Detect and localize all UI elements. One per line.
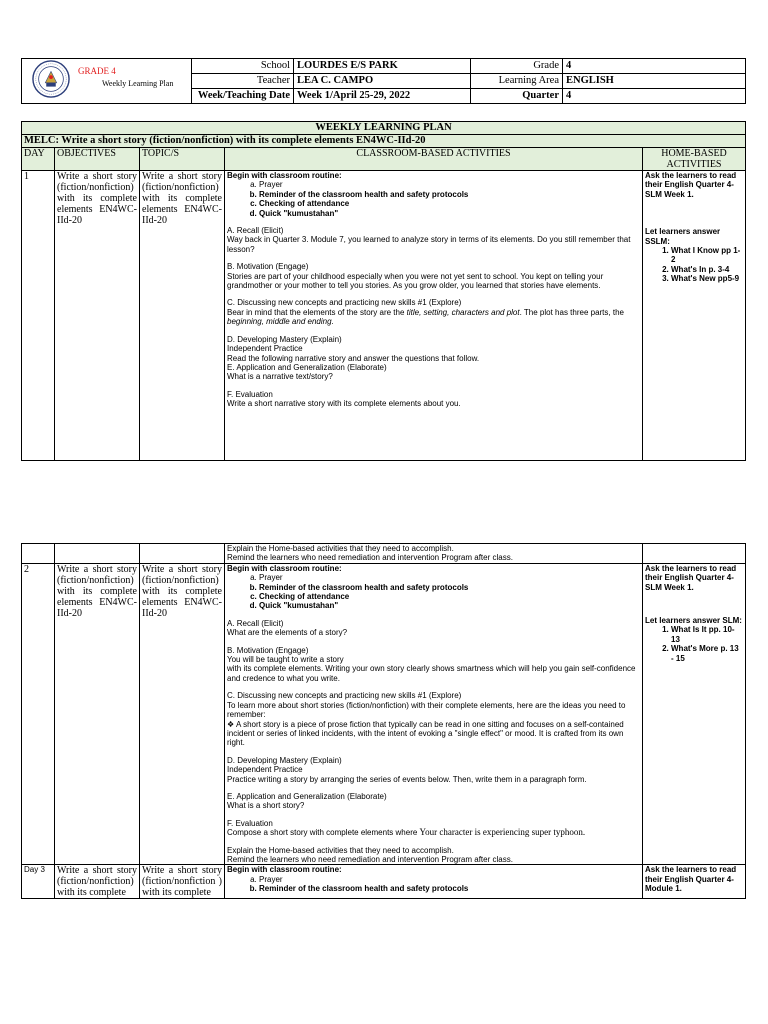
day2-home-answer: Let learners answer SLM: [645,616,742,626]
day3-routine-list [227,875,640,894]
day3-topic: Write a short story (fiction/nonfiction ) with its complete [140,865,225,899]
logo-cell [22,59,192,104]
day2-c-text: To learn more about short stories (fiction/nonfiction) with their complete elements, here are the ideas you need to remember: [227,700,626,720]
day2-number: 2 [22,563,55,865]
grade-value: 4 [563,59,746,74]
day3-activities [225,865,643,899]
list-item: d. Quick "kumustahan" [259,209,640,218]
day3-routine-title: Begin with classroom routine: [227,865,342,875]
list-item: 2. What's More p. 13 - 15 [671,644,743,663]
day1-e-title: E. Application and Generalization (Elaborate) [227,362,387,372]
day2-d-text: Practice writing a story by arranging the series of events below. Then, write them in a paragraph form. [227,774,587,784]
day1-row [22,171,746,461]
day2-e-title: E. Application and Generalization (Elaborate) [227,791,387,801]
page2-continuation [225,544,643,564]
cont-text-1: Explain the Home-based activities that they need to accomplish. [227,544,454,553]
list-item: d. Quick "kumustahan" [259,601,640,610]
day1-d-text: Read the following narrative story and answer the questions that follow. [227,353,480,363]
plan-title: WEEKLY LEARNING PLAN [22,122,746,135]
day3-number: Day 3 [22,865,55,899]
day1-a-text: Way back in Quarter 3. Module 7, you learned to analyze story in terms of its elements. Do you still remember that lesson? [227,235,631,254]
day2-d-title: D. Developing Mastery (Explain) [227,755,342,765]
day1-activities [225,171,643,461]
col-home: HOME-BASED ACTIVITIES [643,148,746,171]
day2-routine-list [227,573,640,611]
school-value: LOURDES E/S PARK [294,59,471,74]
day3-home-text: Ask the learners to read their English Quarter 4-Module 1. [645,865,737,894]
day1-b-text: Stories are part of your childhood especially when you were not yet sent to school. You kept on telling your grandmother or your mother to tell you stories. As you grow older, you learned that stories have elements. [227,271,604,291]
list-item: c. Checking of attendance [259,592,640,601]
day1-routine-list [227,180,640,218]
day2-end-1: Explain the Home-based activities that they need to accomplish. [227,845,454,855]
col-topics: TOPIC/S [140,148,225,171]
day2-home-list [645,625,743,663]
day1-home [643,171,746,461]
grade-field-label: Grade [471,59,563,74]
list-item: b. Reminder of the classroom health and safety protocols [259,583,640,592]
day1-objective: Write a short story (fiction/nonfiction) with its complete elements EN4WC-IId-20 [55,171,140,461]
day1-home-text: Ask the learners to read their English Quarter 4-SLM Week 1. [645,171,737,199]
list-item: a. Prayer [259,875,640,884]
grade-label: GRADE 4 [78,66,116,76]
day2-f-text: Compose a short story with complete elements where Your character is experiencing super typhoon. [227,827,586,838]
list-item: a. Prayer [259,573,640,582]
day2-end-2: Remind the learners who need remediation and intervention Program after class. [227,854,513,864]
day2-routine-title: Begin with classroom routine: [227,563,342,573]
list-item: a. Prayer [259,180,640,189]
day1-topic: Write a short story (fiction/nonfiction) with its complete elements EN4WC-IId-20 [140,171,225,461]
teacher-value: LEA C. CAMPO [294,74,471,89]
day2-activities [225,563,643,865]
day2-d-sub: Independent Practice [227,765,303,775]
day2-e-text: What is a short story? [227,801,305,811]
weekly-plan-table-continued [21,543,746,899]
day2-c-title: C. Discussing new concepts and practicing new skills #1 (Explore) [227,691,462,701]
list-item: b. Reminder of the classroom health and safety protocols [259,884,640,893]
day1-c-text: Bear in mind that the elements of the story are the title, setting, characters and plot. The plot has three parts, the beginning, middle and ending. [227,307,624,327]
day1-f-title: F. Evaluation [227,389,273,399]
deped-seal-icon [32,60,70,98]
day2-a-title: A. Recall (Elicit) [227,618,284,628]
col-classroom: CLASSROOM-BASED ACTIVITIES [225,148,643,171]
week-value: Week 1/April 25-29, 2022 [294,89,471,104]
day3-home [643,865,746,899]
day2-c-bullet: ❖ A short story is a piece of prose fiction that typically can be read in one sitting and focuses on a self-contained incident or series of linked incidents, with the intent of evoking a "single effect" or mood. It is crafted from its own right. [227,719,624,748]
day2-row [22,563,746,865]
school-label: School [192,59,294,74]
day2-b-text-2: with its complete elements. Writing your own story clearly shows smartness which will help you gain self-confidence and credence to what you write. [227,664,636,683]
day3-objective: Write a short story (fiction/nonfiction) with its complete [55,865,140,899]
empty-cell [643,544,746,564]
list-item: c. Checking of attendance [259,199,640,208]
wlp-label: Weekly Learning Plan [102,79,174,88]
day2-home [643,563,746,865]
day2-objective: Write a short story (fiction/nonfiction) with its complete elements EN4WC-IId-20 [55,563,140,865]
list-item: 1. What I Know pp 1-2 [671,246,743,265]
col-objectives: OBJECTIVES [55,148,140,171]
list-item: 1. What Is It pp. 10-13 [671,625,743,644]
day2-home-text: Ask the learners to read their English Quarter 4-SLM Week 1. [645,563,737,592]
day1-routine-title: Begin with classroom routine: [227,171,342,180]
day3-row [22,865,746,899]
day1-b-title: B. Motivation (Engage) [227,262,309,272]
day2-a-text: What are the elements of a story? [227,628,348,638]
day1-d-sub: Independent Practice [227,344,303,354]
header-table [21,58,746,104]
day1-number: 1 [22,171,55,461]
day1-d-title: D. Developing Mastery (Explain) [227,334,342,344]
empty-cell [55,544,140,564]
area-label: Learning Area [471,74,563,89]
day1-f-text: Write a short narrative story with its complete elements about you. [227,399,461,409]
day2-b-title: B. Motivation (Engage) [227,645,309,655]
day1-c-title: C. Discussing new concepts and practicing new skills #1 (Explore) [227,298,462,308]
quarter-value: 4 [563,89,746,104]
melc-text: MELC: Write a short story (fiction/nonfiction) with its complete elements EN4WC-IId-20 [22,135,746,148]
quarter-label: Quarter [471,89,563,104]
empty-cell [140,544,225,564]
day2-f-title: F. Evaluation [227,818,273,828]
list-item: b. Reminder of the classroom health and safety protocols [259,190,640,199]
area-value: ENGLISH [563,74,746,89]
cont-text-2: Remind the learners who need remediation and intervention Program after class. [227,553,513,563]
day1-e-text: What is a narrative text/story? [227,372,333,382]
weekly-plan-table [21,121,746,461]
day1-a-title: A. Recall (Elicit) [227,226,284,236]
list-item: 2. What's In p. 3-4 [671,265,743,274]
list-item: 3. What's New pp5-9 [671,274,743,283]
empty-cell [22,544,55,564]
col-day: DAY [22,148,55,171]
day2-b-text-1: You will be taught to write a story [227,655,344,665]
day1-home-answer: Let learners answer SSLM: [645,227,721,246]
day1-home-list [645,246,743,284]
day2-topic: Write a short story (fiction/nonfiction) with its complete elements EN4WC-IId-20 [140,563,225,865]
teacher-label: Teacher [192,74,294,89]
week-label: Week/Teaching Date [192,89,294,104]
